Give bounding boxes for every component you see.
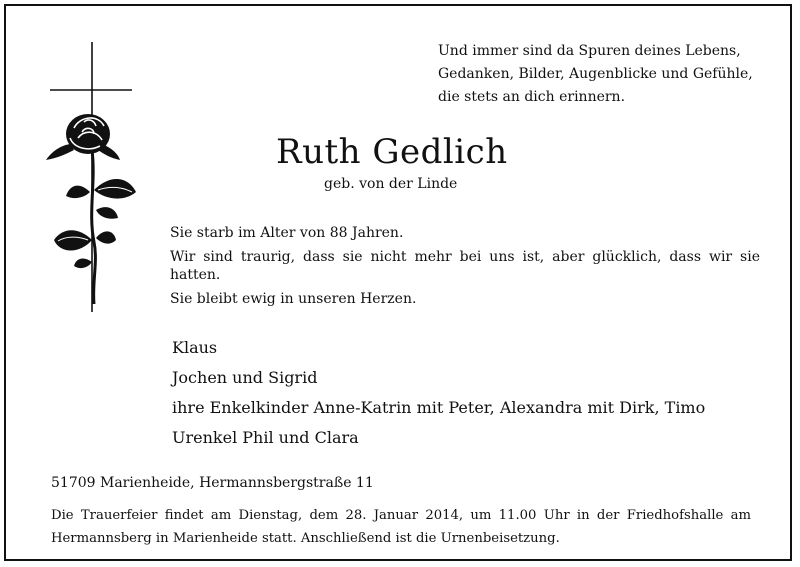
- mourners-list: [172, 333, 792, 453]
- quote-line-1: Und immer sind da Spuren deines Lebens,: [438, 43, 741, 59]
- message-paragraph-1: Sie starb im Alter von 88 Jahren.: [170, 225, 404, 241]
- quote-line-3: die stets an dich erinnern.: [438, 89, 626, 105]
- cross-icon: [50, 42, 132, 312]
- mourner-3: ihre Enkelkinder Anne-Katrin mit Peter, Alexandra mit Dirk, Timo: [172, 398, 706, 417]
- maiden-name: geb. von der Linde: [324, 176, 458, 192]
- funeral-details: Die Trauerfeier findet am Dienstag, dem 28. Januar 2014, um 11.00 Uhr in der Friedhofshalle am Hermannsberg in Marienheide statt. Anschließend ist die Urnenbeisetzung.: [51, 508, 751, 546]
- deceased-name: Ruth Gedlich: [276, 132, 508, 172]
- quote-line-2: Gedanken, Bilder, Augenblicke und Gefühle,: [438, 66, 753, 82]
- mourner-2: Jochen und Sigrid: [172, 368, 318, 387]
- cross-rose-emblem: [40, 42, 150, 317]
- memorial-quote: [438, 40, 788, 109]
- obituary-notice: [4, 4, 792, 561]
- family-address: 51709 Marienheide, Hermannsbergstraße 11: [51, 475, 374, 491]
- memorial-message: [170, 224, 760, 314]
- mourner-1: Klaus: [172, 338, 218, 357]
- rose-icon: [46, 114, 136, 304]
- message-paragraph-3: Sie bleibt ewig in unseren Herzen.: [170, 291, 417, 307]
- mourner-4: Urenkel Phil und Clara: [172, 428, 359, 447]
- message-paragraph-2: Wir sind traurig, dass sie nicht mehr bei uns ist, aber glücklich, dass wir sie hatten.: [170, 249, 760, 283]
